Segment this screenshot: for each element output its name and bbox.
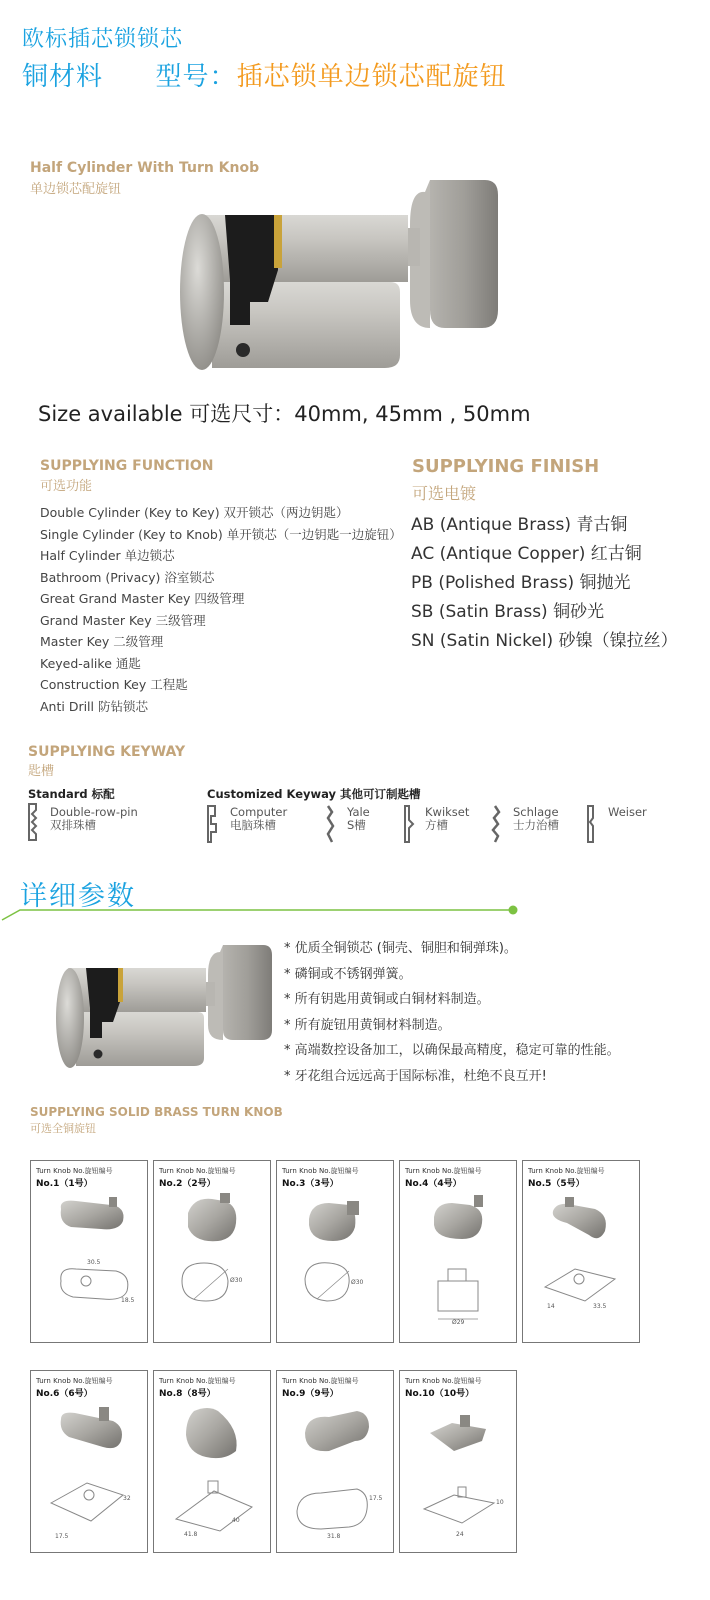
knob-card-9: Turn Knob No.旋钮编号 No.9（9号） 31.8 17.5: [276, 1370, 394, 1553]
keyway-title-cn: 匙槽: [28, 764, 55, 779]
keyway-weiser-icon: [583, 804, 599, 844]
keyway-double-row-icon: [26, 802, 42, 842]
knob-card-10: Turn Knob No.旋钮编号 No.10（10号） 24 10: [399, 1370, 517, 1553]
list-item: * 所有旋钮用黄铜材料制造。: [284, 1017, 451, 1033]
keyway-schlage: Schlage 士力治槽: [513, 805, 559, 832]
list-item: AB (Antique Brass) 青古铜: [411, 515, 628, 535]
cylinder-detail-image: [48, 940, 278, 1070]
keyway-computer-icon: [204, 804, 220, 844]
list-item: * 所有钥匙用黄铜或白铜材料制造。: [284, 992, 490, 1007]
knob-card-3: Turn Knob No.旋钮编号 No.3（3号） Ø30: [276, 1160, 394, 1343]
details-title: 详细参数: [20, 881, 136, 912]
material-label: 铜材料: [22, 62, 104, 92]
function-title-en: SUPPLYING FUNCTION: [40, 458, 214, 474]
list-item: Single Cylinder (Key to Knob) 单开锁芯（一边钥匙一边旋钮）: [40, 526, 402, 542]
keyway-kwikset-icon: [400, 804, 416, 844]
knob-title-en: SUPPLYING SOLID BRASS TURN KNOB: [30, 1105, 283, 1119]
knob-card-2: Turn Knob No.旋钮编号 No.2（2号） Ø30: [153, 1160, 271, 1343]
knob-9-image: [277, 1371, 395, 1554]
knob-card-6: Turn Knob No.旋钮编号 No.6（6号） 17.5 32: [30, 1370, 148, 1553]
knob-card-5: Turn Knob No.旋钮编号 No.5（5号） 14 33.5: [522, 1160, 640, 1343]
keyway-customized-label: Customized Keyway 其他可订制匙槽: [207, 787, 421, 801]
list-item: Anti Drill 防钻锁芯: [40, 698, 148, 714]
list-item: Double Cylinder (Key to Key) 双开锁芯（两边钥匙）: [40, 505, 349, 520]
knob-card-4: Turn Knob No.旋钮编号 No.4（4号） Ø29: [399, 1160, 517, 1343]
header-model-line: [22, 56, 507, 93]
finish-list: [411, 511, 678, 656]
product-title-cn: 单边锁芯配旋钮: [30, 182, 122, 197]
list-item: AC (Antique Copper) 红古铜: [411, 544, 642, 564]
keyway-standard-label: Standard 标配: [28, 787, 115, 801]
function-list: [40, 502, 402, 717]
details-divider: [0, 900, 522, 924]
list-item: Half Cylinder 单边锁芯: [40, 548, 175, 563]
knob-card-8: Turn Knob No.旋钮编号 No.8（8号） 41.8 40: [153, 1370, 271, 1553]
list-item: SN (Satin Nickel) 砂镍（镍拉丝）: [411, 631, 678, 651]
list-item: Construction Key 工程匙: [40, 677, 188, 692]
details-list: [284, 936, 620, 1089]
keyway-computer: Computer 电脑珠槽: [230, 805, 288, 832]
keyway-standard: Double-row-pin 双排珠槽: [50, 805, 138, 832]
list-item: Master Key 二级管理: [40, 634, 164, 649]
model-label: 型号：: [155, 62, 237, 92]
knob-4-image: [400, 1161, 518, 1344]
size-available: Size available 可选尺寸：40mm, 45mm , 50mm: [38, 402, 531, 426]
cylinder-product-image: [170, 170, 510, 380]
list-item: Keyed-alike 通匙: [40, 655, 141, 671]
knob-10-image: [400, 1371, 518, 1554]
knob-6-image: [31, 1371, 149, 1554]
keyway-schlage-icon: [488, 804, 504, 844]
knob-1-image: [31, 1161, 149, 1344]
keyway-title-en: SUPPLYING KEYWAY: [28, 744, 186, 760]
list-item: Grand Master Key 三级管理: [40, 612, 206, 628]
product-title-en: Half Cylinder With Turn Knob: [30, 160, 260, 176]
finish-title-en: SUPPLYING FINISH: [412, 456, 600, 477]
list-item: * 磷铜或不锈钢弹簧。: [284, 966, 412, 982]
finish-title-cn: 可选电镀: [412, 484, 477, 503]
list-item: PB (Polished Brass) 铜抛光: [411, 573, 631, 593]
list-item: * 优质全铜锁芯 (铜壳、铜胆和铜弹珠)。: [284, 941, 517, 956]
function-title-cn: 可选功能: [40, 479, 93, 494]
list-item: * 牙花组合远远高于国际标准，杜绝不良互开!: [284, 1068, 547, 1084]
list-item: * 高端数控设备加工，以确保最高精度，稳定可靠的性能。: [284, 1043, 620, 1058]
list-item: Great Grand Master Key 四级管理: [40, 591, 245, 606]
list-item: Bathroom (Privacy) 浴室锁芯: [40, 569, 215, 585]
keyway-yale-icon: [322, 804, 338, 844]
knob-title-cn: 可选全铜旋钮: [30, 1122, 96, 1135]
knob-3-image: [277, 1161, 395, 1344]
knob-card-1: Turn Knob No.旋钮编号 No.1（1号） 30.5 18.5: [30, 1160, 148, 1343]
list-item: SB (Satin Brass) 铜砂光: [411, 602, 605, 622]
keyway-kwikset: Kwikset 方槽: [425, 805, 470, 832]
header-title: 欧标插芯锁锁芯: [22, 27, 184, 52]
keyway-weiser: Weiser: [608, 805, 647, 819]
keyway-yale: Yale S槽: [347, 805, 370, 832]
knob-2-image: [154, 1161, 272, 1344]
model-value: 插芯锁单边锁芯配旋钮: [236, 62, 507, 92]
knob-5-image: [523, 1161, 641, 1344]
knob-8-image: [154, 1371, 272, 1554]
